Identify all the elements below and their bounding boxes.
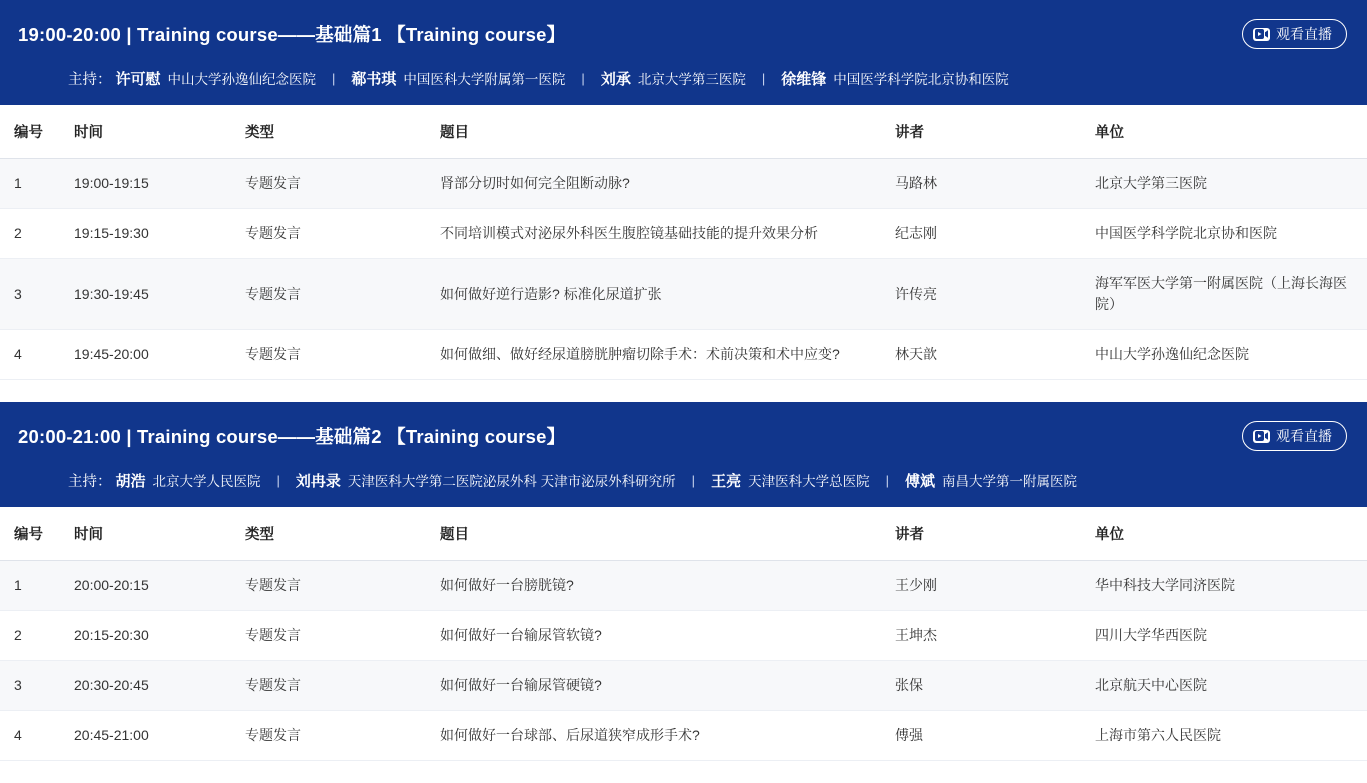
chair-org: 北京大学人民医院 xyxy=(152,474,261,489)
cell-org: 北京航天中心医院 xyxy=(1095,661,1367,711)
cell-type: 专题发言 xyxy=(245,611,440,661)
chair-name: 王亮 xyxy=(711,473,742,490)
cell-no: 3 xyxy=(0,661,60,711)
cell-title: 如何做好一台膀胱镜? xyxy=(440,561,895,611)
column-header-type: 类型 xyxy=(245,105,440,159)
play-video-icon xyxy=(1253,430,1270,443)
chair-separator: | xyxy=(761,71,766,86)
chair-name: 刘承 xyxy=(600,71,631,88)
table-row xyxy=(0,259,1367,330)
cell-no: 2 xyxy=(0,209,60,259)
cell-type: 专题发言 xyxy=(245,661,440,711)
cell-title: 如何做好一台输尿管软镜? xyxy=(440,611,895,661)
agenda-table xyxy=(0,105,1367,380)
cell-org: 中国医学科学院北京协和医院 xyxy=(1095,209,1367,259)
table-row xyxy=(0,661,1367,711)
column-header-speaker: 讲者 xyxy=(895,507,1095,561)
cell-no: 3 xyxy=(0,259,60,330)
chair-entry xyxy=(296,470,676,491)
cell-time: 19:00-19:15 xyxy=(60,159,245,209)
cell-time: 20:00-20:15 xyxy=(60,561,245,611)
column-header-speaker: 讲者 xyxy=(895,105,1095,159)
table-row xyxy=(0,159,1367,209)
table-row xyxy=(0,611,1367,661)
column-header-title: 题目 xyxy=(440,105,895,159)
session-block xyxy=(0,0,1367,380)
chair-org: 中山大学孙逸仙纪念医院 xyxy=(167,72,317,87)
chair-name: 刘冉录 xyxy=(295,473,341,490)
watch-live-label: 观看直播 xyxy=(1276,428,1332,444)
cell-title: 如何做细、做好经尿道膀胱肿瘤切除手术：术前决策和术中应变? xyxy=(440,330,895,380)
column-header-org: 单位 xyxy=(1095,105,1367,159)
agenda-table xyxy=(0,507,1367,761)
cell-time: 20:30-20:45 xyxy=(60,661,245,711)
cell-title: 肾部分切时如何完全阻断动脉? xyxy=(440,159,895,209)
chair-separator: | xyxy=(691,473,696,488)
cell-org: 海军军医大学第一附属医院（上海长海医院） xyxy=(1095,259,1367,330)
table-row xyxy=(0,561,1367,611)
cell-type: 专题发言 xyxy=(245,561,440,611)
cell-org: 中山大学孙逸仙纪念医院 xyxy=(1095,330,1367,380)
chair-entry xyxy=(116,68,317,89)
chair-org: 南昌大学第一附属医院 xyxy=(941,474,1077,489)
cell-time: 19:30-19:45 xyxy=(60,259,245,330)
cell-org: 北京大学第三医院 xyxy=(1095,159,1367,209)
chair-org: 中国医科大学附属第一医院 xyxy=(403,72,566,87)
cell-title: 如何做好一台球部、后尿道狭窄成形手术? xyxy=(440,711,895,761)
column-header-no: 编号 xyxy=(0,105,60,159)
cell-speaker: 纪志刚 xyxy=(895,209,1095,259)
play-video-icon xyxy=(1253,28,1270,41)
cell-time: 19:15-19:30 xyxy=(60,209,245,259)
chair-name: 徐维锋 xyxy=(781,71,827,88)
chair-name: 傅斌 xyxy=(904,473,935,490)
cell-time: 19:45-20:00 xyxy=(60,330,245,380)
column-header-org: 单位 xyxy=(1095,507,1367,561)
cell-speaker: 张保 xyxy=(895,661,1095,711)
chair-name: 许可慰 xyxy=(115,71,161,88)
cell-no: 2 xyxy=(0,611,60,661)
cell-type: 专题发言 xyxy=(245,159,440,209)
chair-org: 天津医科大学总医院 xyxy=(748,474,870,489)
session-title: 20:00-21:00 | Training course——基础篇2 【Training course】 xyxy=(18,426,566,447)
chairs-lead-label: 主持： xyxy=(68,72,112,88)
chair-separator: | xyxy=(332,71,336,86)
watch-live-button[interactable] xyxy=(1242,19,1347,49)
column-header-no: 编号 xyxy=(0,507,60,561)
chair-separator: | xyxy=(885,473,889,488)
table-row xyxy=(0,330,1367,380)
cell-org: 上海市第六人民医院 xyxy=(1095,711,1367,761)
column-header-time: 时间 xyxy=(60,507,245,561)
table-row xyxy=(0,711,1367,761)
cell-type: 专题发言 xyxy=(245,209,440,259)
column-header-time: 时间 xyxy=(60,105,245,159)
chair-separator: | xyxy=(276,473,280,488)
chair-org: 天津医科大学第二医院泌尿外科 天津市泌尿外科研究所 xyxy=(347,474,676,489)
cell-no: 4 xyxy=(0,330,60,380)
cell-no: 1 xyxy=(0,159,60,209)
chair-name: 胡浩 xyxy=(115,473,146,490)
chair-entry xyxy=(351,68,565,89)
session-header xyxy=(0,0,1367,68)
chair-org: 中国医学科学院北京协和医院 xyxy=(833,72,1009,87)
session-chairs xyxy=(0,68,1367,105)
session-header xyxy=(0,402,1367,470)
watch-live-label: 观看直播 xyxy=(1276,26,1332,42)
cell-speaker: 许传亮 xyxy=(895,259,1095,330)
cell-time: 20:15-20:30 xyxy=(60,611,245,661)
cell-title: 如何做好逆行造影? 标准化尿道扩张 xyxy=(440,259,895,330)
session-block xyxy=(0,402,1367,761)
chair-entry xyxy=(601,68,746,89)
chairs-lead-label: 主持： xyxy=(68,474,112,490)
table-header-row xyxy=(0,507,1367,561)
cell-no: 1 xyxy=(0,561,60,611)
cell-speaker: 王坤杰 xyxy=(895,611,1095,661)
cell-org: 四川大学华西医院 xyxy=(1095,611,1367,661)
session-chairs xyxy=(0,470,1367,507)
cell-type: 专题发言 xyxy=(245,330,440,380)
cell-time: 20:45-21:00 xyxy=(60,711,245,761)
table-row xyxy=(0,209,1367,259)
chair-entry xyxy=(905,470,1077,491)
column-header-type: 类型 xyxy=(245,507,440,561)
chair-entry xyxy=(781,68,1009,89)
cell-speaker: 马路林 xyxy=(895,159,1095,209)
column-header-title: 题目 xyxy=(440,507,895,561)
chair-separator: | xyxy=(581,71,585,86)
watch-live-button[interactable] xyxy=(1242,421,1347,451)
cell-no: 4 xyxy=(0,711,60,761)
chair-entry xyxy=(116,470,261,491)
cell-speaker: 傅强 xyxy=(895,711,1095,761)
cell-type: 专题发言 xyxy=(245,711,440,761)
chair-entry xyxy=(711,470,870,491)
cell-title: 如何做好一台输尿管硬镜? xyxy=(440,661,895,711)
session-title: 19:00-20:00 | Training course——基础篇1 【Training course】 xyxy=(18,24,566,45)
chair-name: 郗书琪 xyxy=(351,71,397,88)
table-header-row xyxy=(0,105,1367,159)
cell-title: 不同培训模式对泌尿外科医生腹腔镜基础技能的提升效果分析 xyxy=(440,209,895,259)
cell-speaker: 王少刚 xyxy=(895,561,1095,611)
cell-type: 专题发言 xyxy=(245,259,440,330)
cell-org: 华中科技大学同济医院 xyxy=(1095,561,1367,611)
chair-org: 北京大学第三医院 xyxy=(637,72,746,87)
cell-speaker: 林天歆 xyxy=(895,330,1095,380)
